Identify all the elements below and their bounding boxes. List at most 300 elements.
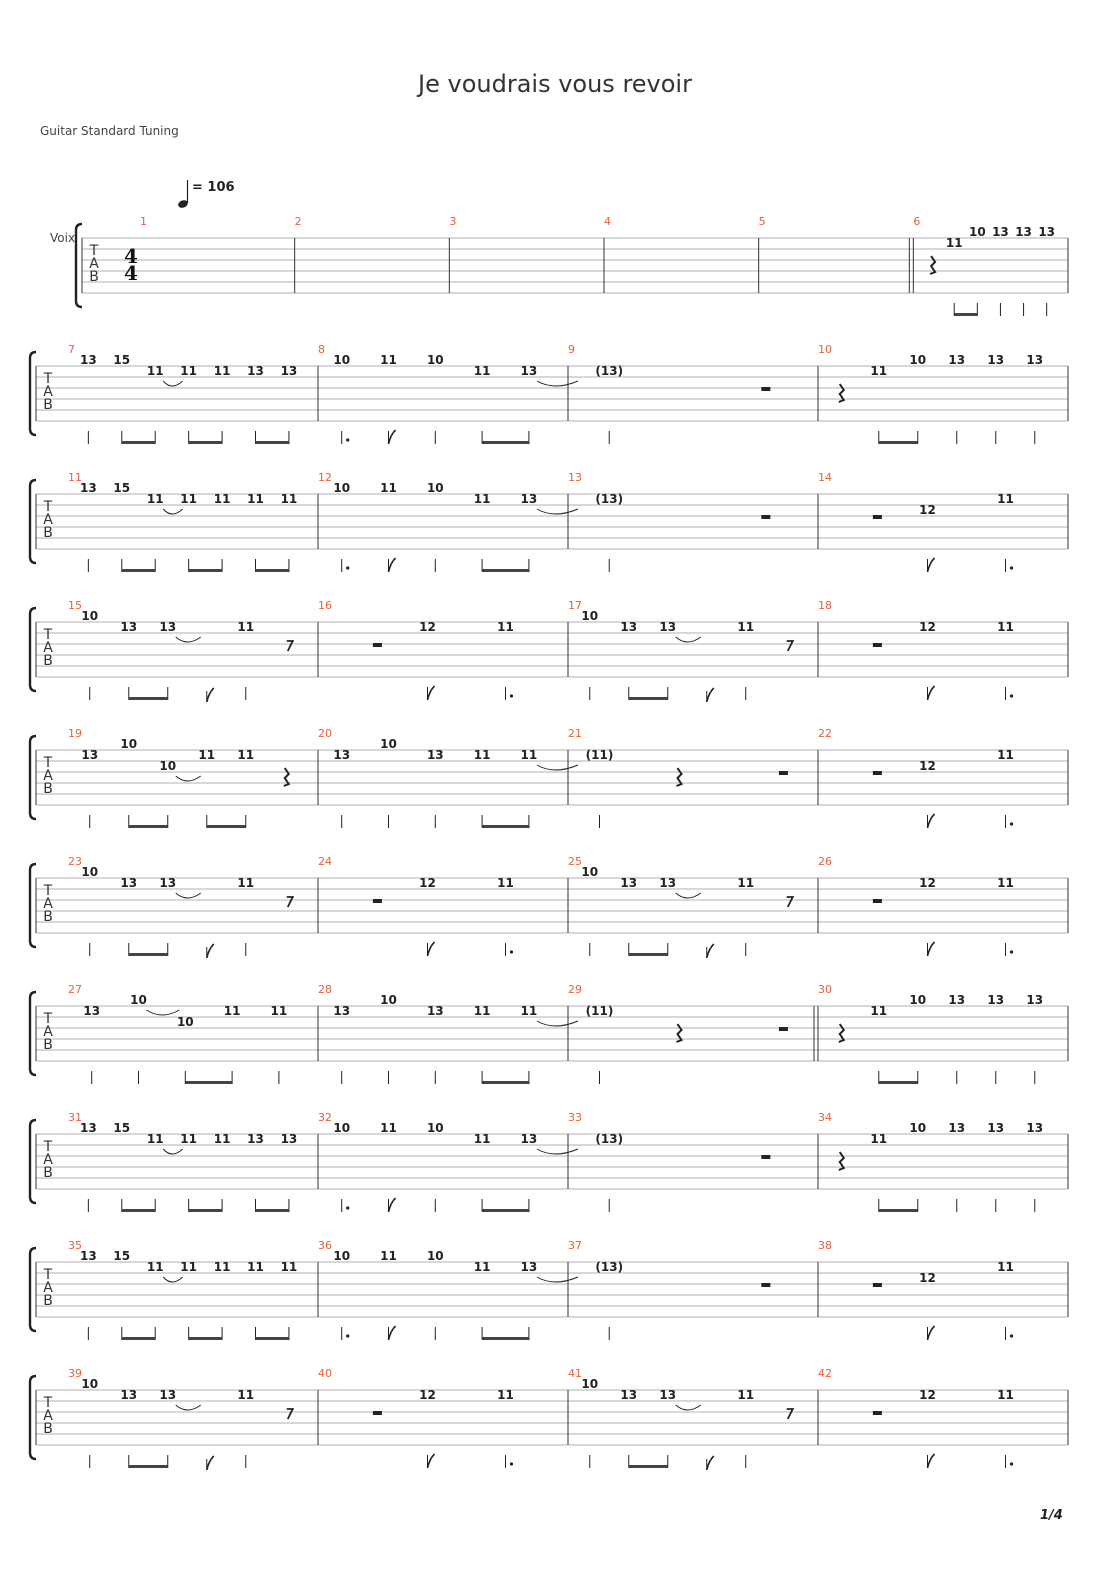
fret-number: 13 bbox=[247, 364, 264, 378]
fret-number: 12 bbox=[419, 620, 436, 634]
measure-number: 35 bbox=[68, 1239, 82, 1252]
fret-number: 13 bbox=[520, 1132, 538, 1146]
note-beam bbox=[207, 825, 246, 828]
staff-system bbox=[30, 1111, 1068, 1212]
fret-number: 13 bbox=[80, 353, 97, 367]
note-flag-icon bbox=[207, 688, 214, 702]
tab-clef-letter: A bbox=[43, 896, 53, 912]
note-flag-icon bbox=[928, 1326, 935, 1340]
fret-number: 12 bbox=[919, 503, 936, 517]
measure bbox=[909, 215, 1055, 316]
rhythm-dot bbox=[510, 1462, 513, 1465]
note-beam bbox=[129, 697, 168, 700]
fret-number: 13 bbox=[948, 353, 966, 367]
tab-clef-letter: A bbox=[43, 1280, 53, 1296]
system-bracket bbox=[30, 480, 36, 563]
measure-number: 29 bbox=[568, 983, 582, 996]
measure-number: 37 bbox=[568, 1239, 582, 1252]
fret-number: (13) bbox=[595, 1260, 624, 1274]
tab-clef-letter: B bbox=[43, 525, 53, 541]
fret-number: 11 bbox=[146, 364, 164, 378]
fret-number: 11 bbox=[520, 1004, 538, 1018]
note-flag-icon bbox=[928, 942, 935, 956]
fret-number: 11 bbox=[237, 876, 255, 890]
fret-number: 13 bbox=[948, 1121, 966, 1135]
measure-number: 27 bbox=[68, 983, 82, 996]
tab-clef-letter: A bbox=[43, 1408, 53, 1424]
measure bbox=[568, 855, 793, 958]
note-beam bbox=[629, 697, 668, 700]
rhythm-dot bbox=[1010, 1462, 1013, 1465]
fret-number: 10 bbox=[426, 353, 444, 367]
fret-number: 11 bbox=[497, 1388, 514, 1402]
fret-number: 11 bbox=[473, 364, 491, 378]
fret-number: 13 bbox=[426, 748, 444, 762]
tab-clef-letter: B bbox=[43, 1421, 53, 1437]
fret-number: 11 bbox=[737, 620, 755, 634]
fret-number: 13 bbox=[333, 1004, 351, 1018]
note-flag-icon bbox=[428, 942, 435, 956]
note-beam bbox=[189, 569, 222, 572]
measure bbox=[318, 1239, 578, 1340]
tie-arc bbox=[176, 893, 201, 898]
fret-number: 13 bbox=[620, 620, 638, 634]
fret-number: 11 bbox=[380, 1121, 397, 1135]
tab-clef-letter: T bbox=[43, 755, 53, 771]
tab-clef-letter: T bbox=[43, 1139, 53, 1155]
fret-number: 10 bbox=[581, 865, 599, 879]
measure-number: 10 bbox=[818, 343, 832, 356]
measure bbox=[818, 855, 1014, 956]
note-flag-icon bbox=[928, 814, 935, 828]
fret-number: 13 bbox=[159, 620, 177, 634]
measure-number: 30 bbox=[818, 983, 832, 996]
tab-clef-letter: B bbox=[43, 397, 53, 413]
fret-number: 11 bbox=[180, 1132, 197, 1146]
fret-number: 10 bbox=[909, 353, 927, 367]
measure-number: 38 bbox=[818, 1239, 832, 1252]
fret-number: 11 bbox=[237, 620, 255, 634]
fret-number: 13 bbox=[520, 492, 538, 506]
staff-system bbox=[30, 727, 1068, 828]
measure bbox=[68, 983, 287, 1084]
fret-number: 10 bbox=[380, 993, 397, 1007]
half-rest-icon bbox=[873, 515, 882, 519]
fret-number: 12 bbox=[919, 1271, 936, 1285]
fret-number: 11 bbox=[497, 620, 514, 634]
measure bbox=[818, 727, 1014, 828]
note-beam bbox=[629, 953, 668, 956]
fret-number: 11 bbox=[280, 492, 298, 506]
fret-number: 11 bbox=[270, 1004, 288, 1018]
time-signature-digit: 4 bbox=[124, 261, 138, 285]
fret-number: 13 bbox=[83, 1004, 101, 1018]
measure-number: 14 bbox=[818, 471, 832, 484]
measure-number: 11 bbox=[68, 471, 82, 484]
half-rest-icon bbox=[779, 1027, 788, 1031]
tie-arc bbox=[537, 1021, 578, 1026]
tie-arc bbox=[537, 381, 578, 386]
rhythm-dot bbox=[510, 950, 513, 953]
eighth-rest-icon bbox=[787, 1409, 793, 1419]
staff-system bbox=[30, 983, 1068, 1084]
eighth-rest-icon bbox=[287, 1409, 293, 1419]
note-beam bbox=[189, 1337, 222, 1340]
rhythm-dot bbox=[1010, 566, 1013, 569]
fret-number: 13 bbox=[520, 364, 538, 378]
measure-number: 7 bbox=[68, 343, 75, 356]
fret-number: 10 bbox=[426, 481, 444, 495]
fret-number: 11 bbox=[997, 876, 1014, 890]
measure bbox=[68, 471, 297, 572]
measure bbox=[568, 1111, 770, 1212]
fret-number: 13 bbox=[81, 748, 99, 762]
staff-system bbox=[30, 1239, 1068, 1340]
measure-number: 41 bbox=[568, 1367, 582, 1380]
system-bracket bbox=[30, 1120, 36, 1203]
note-flag-icon bbox=[928, 686, 935, 700]
fret-number: 11 bbox=[497, 876, 514, 890]
half-rest-icon bbox=[373, 1411, 382, 1415]
fret-number: 11 bbox=[380, 353, 397, 367]
fret-number: 11 bbox=[380, 1249, 397, 1263]
tab-clef-letter: T bbox=[43, 371, 53, 387]
fret-number: 11 bbox=[223, 1004, 241, 1018]
tab-clef-letter: B bbox=[43, 781, 53, 797]
tie-arc bbox=[163, 381, 182, 386]
fret-number: 11 bbox=[997, 492, 1014, 506]
fret-number: 10 bbox=[426, 1249, 444, 1263]
rhythm-dot bbox=[346, 1206, 349, 1209]
tuning-label: Guitar Standard Tuning bbox=[40, 124, 179, 138]
fret-number: 12 bbox=[919, 876, 936, 890]
measure bbox=[318, 1111, 578, 1212]
fret-number: 13 bbox=[120, 620, 138, 634]
half-rest-icon bbox=[373, 643, 382, 647]
half-rest-icon bbox=[779, 771, 788, 775]
note-beam bbox=[129, 953, 168, 956]
half-rest-icon bbox=[873, 771, 882, 775]
system-bracket bbox=[30, 736, 36, 819]
staff-system bbox=[30, 855, 1068, 958]
fret-number: 13 bbox=[280, 364, 298, 378]
note-beam bbox=[189, 441, 222, 444]
tie-arc bbox=[537, 1149, 578, 1154]
measure bbox=[318, 727, 578, 828]
page-number: 1/4 bbox=[1040, 1508, 1063, 1523]
measure bbox=[318, 855, 514, 956]
staff-system bbox=[30, 471, 1068, 572]
fret-number: 11 bbox=[213, 1132, 231, 1146]
note-beam bbox=[189, 1209, 222, 1212]
fret-number: 11 bbox=[180, 492, 197, 506]
measure bbox=[68, 1239, 297, 1340]
note-flag-icon bbox=[928, 558, 935, 572]
measure-number: 28 bbox=[318, 983, 332, 996]
measure-number: 3 bbox=[449, 215, 457, 228]
note-beam bbox=[256, 1209, 289, 1212]
fret-number: (11) bbox=[585, 1004, 614, 1018]
tab-clef-letter: B bbox=[43, 1293, 53, 1309]
fret-number: (13) bbox=[595, 364, 624, 378]
fret-number: 11 bbox=[870, 364, 888, 378]
fret-number: 11 bbox=[473, 1260, 491, 1274]
fret-number: 13 bbox=[159, 1388, 177, 1402]
measure-number: 36 bbox=[318, 1239, 332, 1252]
note-flag-icon bbox=[389, 430, 396, 444]
note-flag-icon bbox=[707, 944, 714, 958]
measure-number: 16 bbox=[318, 599, 332, 612]
measure bbox=[818, 471, 1014, 572]
system-bracket bbox=[30, 1376, 36, 1459]
tie-arc bbox=[676, 893, 701, 898]
fret-number: 13 bbox=[1026, 353, 1044, 367]
fret-number: 11 bbox=[146, 492, 164, 506]
fret-number: 11 bbox=[213, 364, 231, 378]
tab-clef-letter: B bbox=[43, 653, 53, 669]
fret-number: 10 bbox=[333, 1121, 351, 1135]
measure bbox=[449, 215, 456, 293]
fret-number: 11 bbox=[520, 748, 538, 762]
system-bracket bbox=[30, 352, 36, 435]
note-beam bbox=[482, 1337, 529, 1340]
fret-number: 11 bbox=[180, 1260, 197, 1274]
fret-number: 13 bbox=[80, 1249, 97, 1263]
fret-number: 11 bbox=[146, 1260, 164, 1274]
fret-number: 12 bbox=[919, 620, 936, 634]
measure-number: 13 bbox=[568, 471, 582, 484]
measure bbox=[68, 855, 293, 958]
measure-number: 1 bbox=[140, 215, 147, 228]
measure bbox=[818, 1367, 1014, 1468]
note-beam bbox=[122, 441, 155, 444]
note-beam bbox=[482, 1081, 529, 1084]
tab-clef-letter: A bbox=[43, 512, 53, 528]
fret-number: (13) bbox=[595, 1132, 624, 1146]
fret-number: 10 bbox=[909, 993, 927, 1007]
measure-number: 33 bbox=[568, 1111, 582, 1124]
tab-clef-letter: B bbox=[43, 1037, 53, 1053]
fret-number: 11 bbox=[247, 492, 264, 506]
fret-number: 15 bbox=[113, 481, 131, 495]
eighth-rest-icon bbox=[287, 897, 293, 907]
fret-number: 10 bbox=[909, 1121, 927, 1135]
tab-clef-letter: B bbox=[43, 1165, 53, 1181]
half-rest-icon bbox=[761, 1155, 770, 1159]
note-flag-icon bbox=[707, 688, 714, 702]
fret-number: 10 bbox=[81, 609, 99, 623]
rhythm-dot bbox=[1010, 950, 1013, 953]
tie-arc bbox=[537, 1277, 578, 1282]
note-beam bbox=[879, 1081, 918, 1084]
staff-system bbox=[50, 215, 1068, 316]
fret-number: 11 bbox=[997, 620, 1014, 634]
fret-number: 13 bbox=[520, 1260, 538, 1274]
measure-number: 5 bbox=[758, 215, 766, 228]
measure bbox=[814, 983, 1043, 1084]
measure bbox=[318, 471, 578, 572]
fret-number: 11 bbox=[473, 1004, 491, 1018]
measure-number: 20 bbox=[318, 727, 332, 740]
fret-number: 10 bbox=[130, 993, 147, 1007]
measure-number: 4 bbox=[604, 215, 611, 228]
tie-arc bbox=[537, 509, 578, 514]
fret-number: 10 bbox=[81, 1377, 99, 1391]
half-rest-icon bbox=[373, 899, 382, 903]
note-beam bbox=[482, 1209, 529, 1212]
measure bbox=[568, 1239, 770, 1340]
measure-number: 12 bbox=[318, 471, 332, 484]
note-flag-icon bbox=[707, 1456, 714, 1470]
note-beam bbox=[879, 1209, 918, 1212]
fret-number: 13 bbox=[1026, 1121, 1044, 1135]
fret-number: 11 bbox=[237, 1388, 255, 1402]
fret-number: 13 bbox=[659, 620, 677, 634]
score-title: Je voudrais vous revoir bbox=[418, 70, 692, 98]
fret-number: 13 bbox=[620, 1388, 638, 1402]
half-rest-icon bbox=[873, 1411, 882, 1415]
fret-number: 15 bbox=[113, 1249, 131, 1263]
system-bracket bbox=[76, 224, 82, 307]
note-beam bbox=[185, 1081, 232, 1084]
measure-number: 42 bbox=[818, 1367, 832, 1380]
note-beam bbox=[954, 313, 977, 316]
measure bbox=[68, 1111, 297, 1212]
note-beam bbox=[482, 825, 529, 828]
staff-system bbox=[30, 1367, 1068, 1470]
measure-number: 15 bbox=[68, 599, 82, 612]
fret-number: 11 bbox=[870, 1004, 888, 1018]
system-bracket bbox=[30, 1248, 36, 1331]
half-rest-icon bbox=[761, 1283, 770, 1287]
fret-number: 10 bbox=[120, 737, 138, 751]
note-flag-icon bbox=[207, 1456, 214, 1470]
fret-number: 13 bbox=[1026, 993, 1044, 1007]
fret-number: 13 bbox=[426, 1004, 444, 1018]
fret-number: 11 bbox=[146, 1132, 164, 1146]
tab-clef-letter: A bbox=[43, 640, 53, 656]
fret-number: 10 bbox=[333, 481, 351, 495]
rhythm-dot bbox=[1010, 822, 1013, 825]
measure-number: 23 bbox=[68, 855, 82, 868]
measure-number: 32 bbox=[318, 1111, 332, 1124]
fret-number: 10 bbox=[581, 1377, 599, 1391]
half-rest-icon bbox=[873, 643, 882, 647]
note-flag-icon bbox=[428, 1454, 435, 1468]
note-flag-icon bbox=[428, 686, 435, 700]
tab-clef-letter: A bbox=[89, 256, 99, 272]
fret-number: 13 bbox=[120, 1388, 138, 1402]
fret-number: 11 bbox=[945, 236, 963, 250]
measure bbox=[568, 727, 788, 828]
tab-clef-letter: T bbox=[43, 1011, 53, 1027]
rhythm-dot bbox=[1010, 694, 1013, 697]
fret-number: 13 bbox=[247, 1132, 264, 1146]
tie-arc bbox=[176, 1405, 201, 1410]
fret-number: 10 bbox=[81, 865, 99, 879]
fret-number: 10 bbox=[159, 759, 177, 773]
fret-number: 11 bbox=[380, 481, 397, 495]
measure bbox=[318, 1367, 514, 1468]
measure bbox=[818, 1239, 1014, 1340]
fret-number: 11 bbox=[213, 1260, 231, 1274]
fret-number: 13 bbox=[659, 1388, 677, 1402]
half-rest-icon bbox=[873, 899, 882, 903]
measure-number: 39 bbox=[68, 1367, 82, 1380]
measure bbox=[818, 599, 1014, 700]
half-rest-icon bbox=[873, 1283, 882, 1287]
tie-arc bbox=[163, 509, 182, 514]
measure-number: 34 bbox=[818, 1111, 832, 1124]
note-beam bbox=[482, 441, 529, 444]
fret-number: 11 bbox=[473, 1132, 491, 1146]
measure-number: 18 bbox=[818, 599, 832, 612]
fret-number: 11 bbox=[473, 492, 491, 506]
tab-clef-letter: T bbox=[43, 1395, 53, 1411]
note-beam bbox=[129, 825, 168, 828]
fret-number: 10 bbox=[968, 225, 986, 239]
measure bbox=[604, 215, 611, 293]
measure bbox=[568, 343, 770, 444]
tab-clef-letter: T bbox=[43, 499, 53, 515]
measure-number: 40 bbox=[318, 1367, 332, 1380]
measure bbox=[818, 1111, 1043, 1212]
tab-clef-letter: A bbox=[43, 384, 53, 400]
staff-system bbox=[30, 599, 1068, 702]
fret-number: 12 bbox=[419, 1388, 436, 1402]
fret-number: 15 bbox=[113, 353, 131, 367]
tab-clef-letter: A bbox=[43, 1152, 53, 1168]
tie-arc bbox=[176, 637, 201, 642]
measure bbox=[68, 599, 293, 702]
fret-number: 13 bbox=[333, 748, 351, 762]
tab-clef-letter: T bbox=[89, 243, 99, 259]
tie-arc bbox=[676, 637, 701, 642]
measure-number: 22 bbox=[818, 727, 832, 740]
measure bbox=[68, 1367, 293, 1470]
measure-number: 26 bbox=[818, 855, 832, 868]
time-signature-digit: 4 bbox=[124, 244, 138, 268]
tab-clef-letter: B bbox=[89, 269, 99, 285]
measure-number: 19 bbox=[68, 727, 82, 740]
tab-clef-letter: T bbox=[43, 1267, 53, 1283]
fret-number: 11 bbox=[997, 1388, 1014, 1402]
fret-number: 11 bbox=[280, 1260, 298, 1274]
system-bracket bbox=[30, 992, 36, 1075]
note-beam bbox=[122, 569, 155, 572]
rhythm-dot bbox=[1010, 1334, 1013, 1337]
note-flag-icon bbox=[389, 1198, 396, 1212]
fret-number: 11 bbox=[473, 748, 491, 762]
fret-number: 12 bbox=[919, 1388, 936, 1402]
fret-number: 11 bbox=[997, 1260, 1014, 1274]
fret-number: 13 bbox=[1015, 225, 1032, 239]
rhythm-dot bbox=[346, 438, 349, 441]
fret-number: 11 bbox=[213, 492, 231, 506]
tab-clef-letter: A bbox=[43, 1024, 53, 1040]
fret-number: 11 bbox=[198, 748, 216, 762]
rhythm-dot bbox=[346, 566, 349, 569]
measure bbox=[568, 1367, 793, 1470]
note-beam bbox=[129, 1465, 168, 1468]
tab-clef-letter: T bbox=[43, 627, 53, 643]
measure bbox=[68, 727, 289, 828]
fret-number: 10 bbox=[333, 1249, 351, 1263]
track-name: Voix bbox=[50, 231, 76, 245]
fret-number: 11 bbox=[247, 1260, 264, 1274]
fret-number: 13 bbox=[987, 993, 1005, 1007]
system-bracket bbox=[30, 864, 36, 947]
